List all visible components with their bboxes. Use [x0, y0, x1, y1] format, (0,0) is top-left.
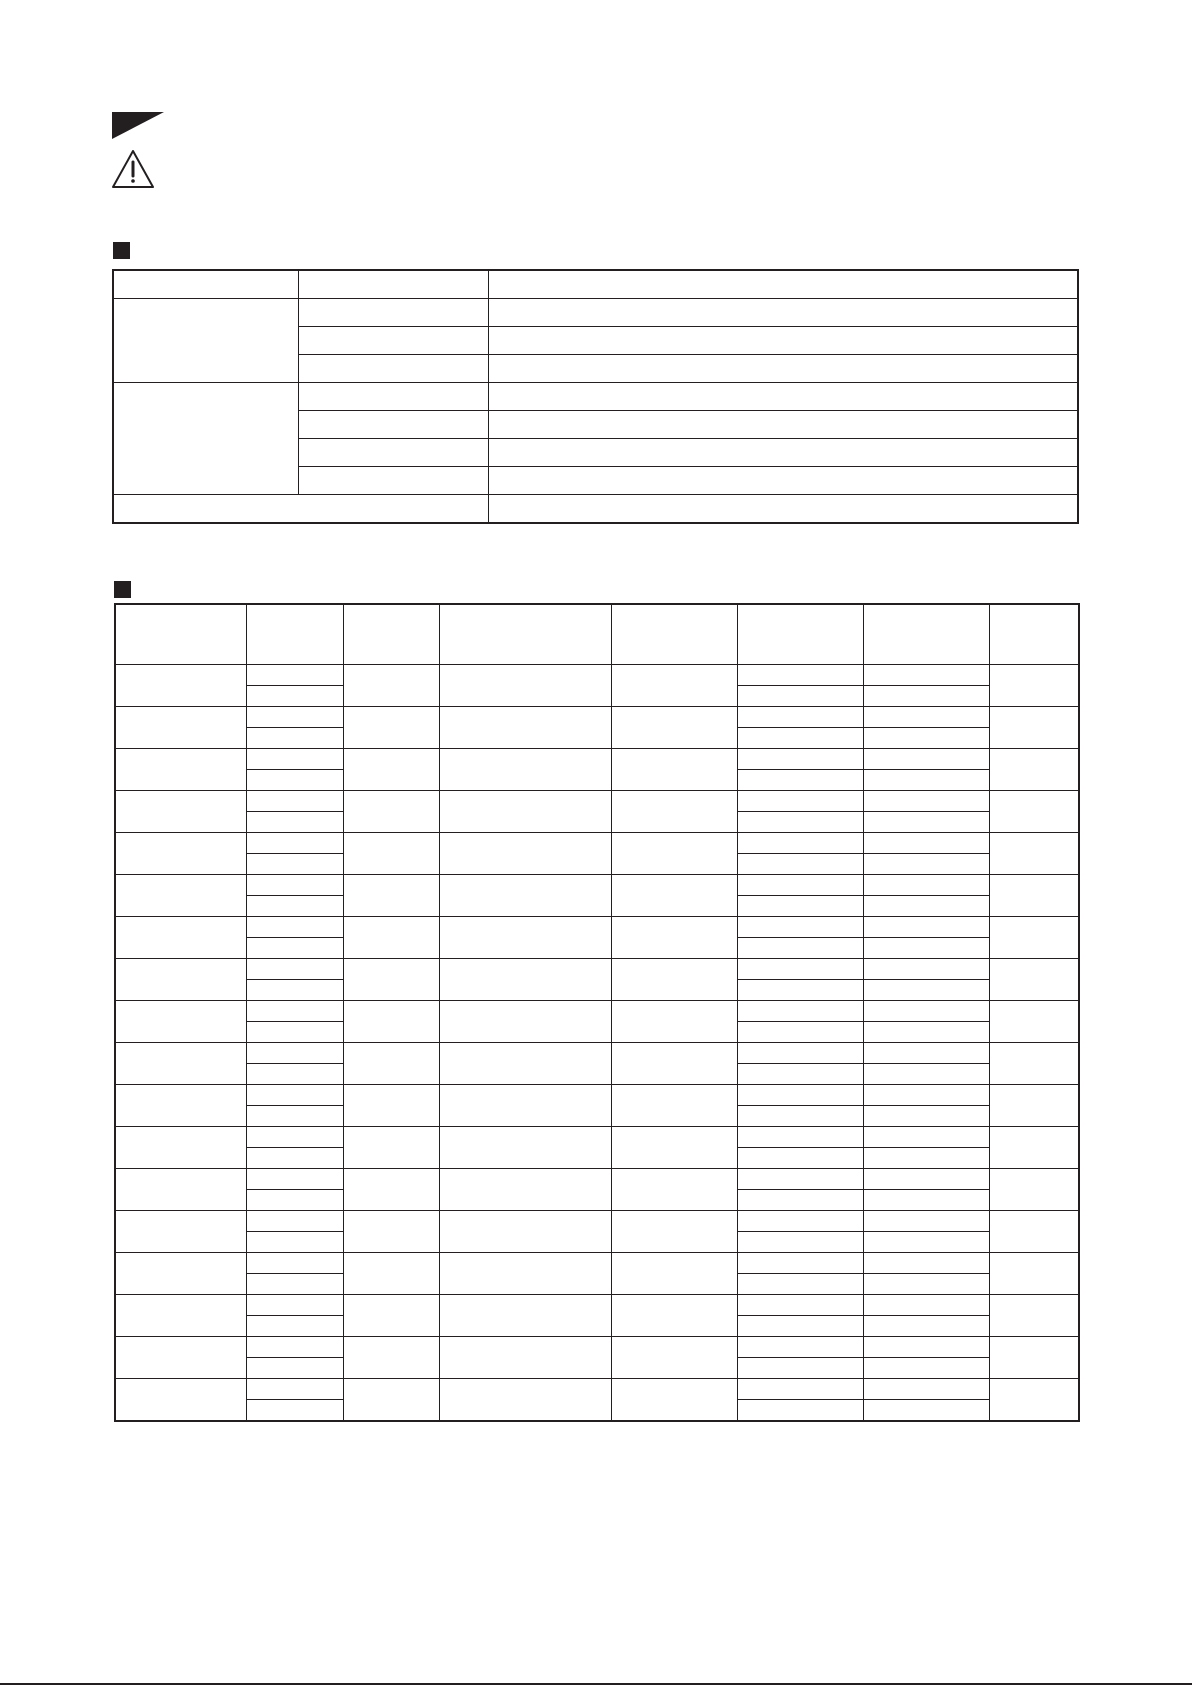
table-cell — [439, 1211, 611, 1253]
table-cell — [439, 1127, 611, 1169]
table-cell — [611, 1085, 737, 1127]
table-cell — [737, 1337, 863, 1358]
table-cell — [246, 770, 343, 791]
table-cell — [611, 665, 737, 707]
table-cell — [246, 1211, 343, 1232]
table-cell — [863, 1316, 989, 1337]
table-row — [115, 833, 1079, 854]
table-cell — [343, 959, 439, 1001]
table-cell — [863, 875, 989, 896]
table-cell — [737, 1022, 863, 1043]
table-cell — [611, 1211, 737, 1253]
table-cell — [246, 1274, 343, 1295]
table-row — [115, 707, 1079, 728]
table-cell — [113, 299, 298, 383]
table-cell — [439, 1043, 611, 1085]
table-cell — [343, 1337, 439, 1379]
table-cell — [343, 1043, 439, 1085]
table-cell — [737, 1043, 863, 1064]
table-row — [115, 1127, 1079, 1148]
column-header — [611, 604, 737, 665]
table-cell — [488, 439, 1078, 467]
table-cell — [246, 665, 343, 686]
table-cell — [115, 791, 246, 833]
column-header — [863, 604, 989, 665]
table-cell — [488, 355, 1078, 383]
table-cell — [343, 875, 439, 917]
section-marker-icon — [113, 242, 130, 259]
table-cell — [115, 1295, 246, 1337]
table-cell — [863, 686, 989, 707]
table-row — [115, 917, 1079, 938]
table-cell — [115, 1337, 246, 1379]
table-cell — [863, 1022, 989, 1043]
table-row — [115, 1085, 1079, 1106]
table-cell — [298, 299, 488, 327]
table-cell — [989, 1043, 1079, 1085]
table-cell — [488, 299, 1078, 327]
table-cell — [611, 707, 737, 749]
table-cell — [115, 1253, 246, 1295]
table-row — [113, 299, 1078, 327]
table-cell — [343, 1211, 439, 1253]
table-cell — [343, 749, 439, 791]
table-cell — [246, 728, 343, 749]
table-cell — [863, 854, 989, 875]
table-cell — [298, 270, 488, 299]
table-cell — [863, 1043, 989, 1064]
table-cell — [611, 1253, 737, 1295]
table-cell — [863, 1148, 989, 1169]
table-cell — [246, 917, 343, 938]
table-cell — [115, 917, 246, 959]
table-cell — [246, 896, 343, 917]
table-cell — [246, 854, 343, 875]
table-cell — [113, 383, 298, 495]
table-row — [115, 749, 1079, 770]
table-cell — [115, 1169, 246, 1211]
table-cell — [246, 875, 343, 896]
table-cell — [737, 1064, 863, 1085]
table-cell — [863, 1001, 989, 1022]
table-cell — [737, 1127, 863, 1148]
table-cell — [298, 467, 488, 495]
table-cell — [115, 959, 246, 1001]
table-cell — [246, 959, 343, 980]
table-cell — [611, 1127, 737, 1169]
table-cell — [246, 1043, 343, 1064]
table-cell — [343, 1253, 439, 1295]
table-cell — [863, 791, 989, 812]
column-header — [989, 604, 1079, 665]
table-cell — [246, 980, 343, 1001]
table-cell — [989, 1001, 1079, 1043]
table-cell — [863, 1232, 989, 1253]
table-cell — [863, 1295, 989, 1316]
table-cell — [246, 686, 343, 707]
table-cell — [246, 1316, 343, 1337]
table-cell — [863, 917, 989, 938]
table-cell — [488, 411, 1078, 439]
table-cell — [737, 686, 863, 707]
table-header-row — [115, 604, 1079, 665]
table-cell — [863, 1169, 989, 1190]
table-cell — [246, 1358, 343, 1379]
table-cell — [989, 665, 1079, 707]
table-cell — [611, 1337, 737, 1379]
table-cell — [439, 833, 611, 875]
table-cell — [863, 1358, 989, 1379]
table-cell — [611, 749, 737, 791]
table-cell — [298, 355, 488, 383]
table-cell — [989, 707, 1079, 749]
table-cell — [863, 1400, 989, 1422]
table-cell — [863, 1064, 989, 1085]
table-cell — [737, 1295, 863, 1316]
table-cell — [989, 1169, 1079, 1211]
table-row — [113, 495, 1078, 524]
table-row — [113, 383, 1078, 411]
table-cell — [611, 1043, 737, 1085]
column-header — [737, 604, 863, 665]
table-cell — [246, 1190, 343, 1211]
table-cell — [989, 791, 1079, 833]
header-marker-icon — [112, 112, 164, 139]
table-cell — [246, 791, 343, 812]
table-cell — [246, 707, 343, 728]
table-cell — [246, 812, 343, 833]
table-cell — [737, 959, 863, 980]
table-cell — [298, 411, 488, 439]
table-cell — [737, 1169, 863, 1190]
table-cell — [246, 1001, 343, 1022]
table-cell — [246, 1022, 343, 1043]
table-row — [115, 1211, 1079, 1232]
table-cell — [737, 1400, 863, 1422]
table-cell — [863, 1253, 989, 1274]
table-cell — [298, 327, 488, 355]
table-cell — [989, 917, 1079, 959]
table-cell — [343, 1127, 439, 1169]
table-cell — [737, 1379, 863, 1400]
table-cell — [737, 812, 863, 833]
table-cell — [989, 749, 1079, 791]
table-row — [115, 1001, 1079, 1022]
table-cell — [737, 1148, 863, 1169]
column-header — [439, 604, 611, 665]
table-cell — [246, 1085, 343, 1106]
table-cell — [343, 791, 439, 833]
table-cell — [737, 1190, 863, 1211]
table-cell — [246, 1295, 343, 1316]
table-cell — [863, 1127, 989, 1148]
table-row — [115, 1337, 1079, 1358]
table-cell — [115, 875, 246, 917]
table-cell — [246, 938, 343, 959]
table-cell — [737, 1316, 863, 1337]
table-cell — [989, 833, 1079, 875]
table-cell — [246, 1379, 343, 1400]
table-cell — [989, 1085, 1079, 1127]
table-cell — [737, 938, 863, 959]
table-cell — [115, 707, 246, 749]
table-cell — [737, 833, 863, 854]
table-cell — [737, 980, 863, 1001]
table-cell — [115, 1379, 246, 1422]
table-cell — [863, 833, 989, 854]
table-cell — [246, 1400, 343, 1422]
column-header — [246, 604, 343, 665]
table-cell — [246, 1106, 343, 1127]
table-cell — [863, 980, 989, 1001]
table-cell — [439, 791, 611, 833]
table-cell — [863, 959, 989, 980]
table-cell — [343, 1169, 439, 1211]
table-cell — [863, 707, 989, 728]
table-cell — [863, 728, 989, 749]
table-cell — [737, 791, 863, 812]
table-cell — [488, 383, 1078, 411]
table-cell — [737, 728, 863, 749]
table-cell — [439, 1001, 611, 1043]
table-cell — [246, 749, 343, 770]
table-cell — [989, 875, 1079, 917]
table-cell — [611, 1295, 737, 1337]
table-cell — [439, 749, 611, 791]
table-cell — [246, 1232, 343, 1253]
table-cell — [737, 749, 863, 770]
table-cell — [737, 1358, 863, 1379]
table-cell — [611, 791, 737, 833]
table-cell — [115, 1043, 246, 1085]
list-table — [114, 603, 1080, 1422]
table-cell — [737, 1232, 863, 1253]
table-cell — [246, 1148, 343, 1169]
table-cell — [439, 1295, 611, 1337]
table-cell — [611, 1001, 737, 1043]
table-cell — [246, 1169, 343, 1190]
table-cell — [989, 1127, 1079, 1169]
table-cell — [863, 1337, 989, 1358]
table-row — [115, 875, 1079, 896]
table-cell — [343, 1379, 439, 1422]
table-cell — [989, 1337, 1079, 1379]
table-cell — [439, 665, 611, 707]
table-cell — [115, 1211, 246, 1253]
table-cell — [989, 1295, 1079, 1337]
table-cell — [488, 495, 1078, 524]
table-cell — [737, 770, 863, 791]
table-row — [115, 791, 1079, 812]
table-cell — [298, 439, 488, 467]
table-cell — [343, 917, 439, 959]
table-cell — [863, 770, 989, 791]
table-cell — [863, 749, 989, 770]
table-cell — [439, 1253, 611, 1295]
table-row — [115, 1043, 1079, 1064]
table-cell — [989, 1253, 1079, 1295]
table-row — [115, 959, 1079, 980]
table-row — [115, 1253, 1079, 1274]
table-cell — [439, 1337, 611, 1379]
table-cell — [343, 1001, 439, 1043]
table-cell — [737, 896, 863, 917]
table-cell — [737, 665, 863, 686]
table-cell — [863, 1274, 989, 1295]
table-cell — [488, 467, 1078, 495]
table-cell — [439, 1085, 611, 1127]
column-header — [343, 604, 439, 665]
table-cell — [989, 1379, 1079, 1422]
table-row — [113, 270, 1078, 299]
table-cell — [611, 1379, 737, 1422]
table-row — [115, 1169, 1079, 1190]
table-cell — [989, 959, 1079, 1001]
table-cell — [439, 707, 611, 749]
table-cell — [115, 1085, 246, 1127]
list-table-body — [115, 665, 1079, 1422]
table-cell — [737, 1001, 863, 1022]
table-row — [115, 1295, 1079, 1316]
table-cell — [737, 1106, 863, 1127]
table-cell — [343, 1295, 439, 1337]
table-cell — [863, 665, 989, 686]
table-cell — [343, 1085, 439, 1127]
table-cell — [246, 1253, 343, 1274]
table-cell — [439, 959, 611, 1001]
table-cell — [611, 1169, 737, 1211]
table-cell — [439, 1169, 611, 1211]
table-cell — [737, 1274, 863, 1295]
warning-triangle-icon — [110, 148, 156, 190]
table-cell — [611, 917, 737, 959]
table-cell — [115, 833, 246, 875]
table-row — [115, 665, 1079, 686]
table-cell — [863, 896, 989, 917]
table-cell — [343, 707, 439, 749]
table-cell — [246, 1337, 343, 1358]
table-cell — [246, 1064, 343, 1085]
table-cell — [863, 1379, 989, 1400]
table-cell — [737, 1253, 863, 1274]
table-cell — [343, 665, 439, 707]
table-cell — [611, 833, 737, 875]
table-cell — [298, 383, 488, 411]
table-cell — [737, 917, 863, 938]
table-cell — [488, 327, 1078, 355]
table-cell — [737, 707, 863, 728]
table-cell — [113, 270, 298, 299]
table-cell — [115, 1001, 246, 1043]
table-cell — [863, 938, 989, 959]
table-cell — [115, 665, 246, 707]
table-cell — [611, 959, 737, 1001]
table-cell — [115, 749, 246, 791]
table-cell — [863, 812, 989, 833]
table-row — [115, 1379, 1079, 1400]
table-cell — [488, 270, 1078, 299]
table-cell — [863, 1211, 989, 1232]
table-cell — [439, 875, 611, 917]
table-cell — [737, 1085, 863, 1106]
table-cell — [863, 1190, 989, 1211]
table-cell — [737, 875, 863, 896]
table-cell — [343, 833, 439, 875]
table-cell — [611, 875, 737, 917]
column-header — [115, 604, 246, 665]
table-cell — [246, 1127, 343, 1148]
table-cell — [113, 495, 488, 524]
table-cell — [439, 1379, 611, 1422]
section-marker-icon — [114, 581, 131, 598]
table-cell — [863, 1106, 989, 1127]
table-cell — [863, 1085, 989, 1106]
table-cell — [989, 1211, 1079, 1253]
table-cell — [115, 1127, 246, 1169]
spec-table — [112, 269, 1079, 524]
table-cell — [737, 1211, 863, 1232]
table-cell — [439, 917, 611, 959]
table-cell — [246, 833, 343, 854]
table-cell — [737, 854, 863, 875]
